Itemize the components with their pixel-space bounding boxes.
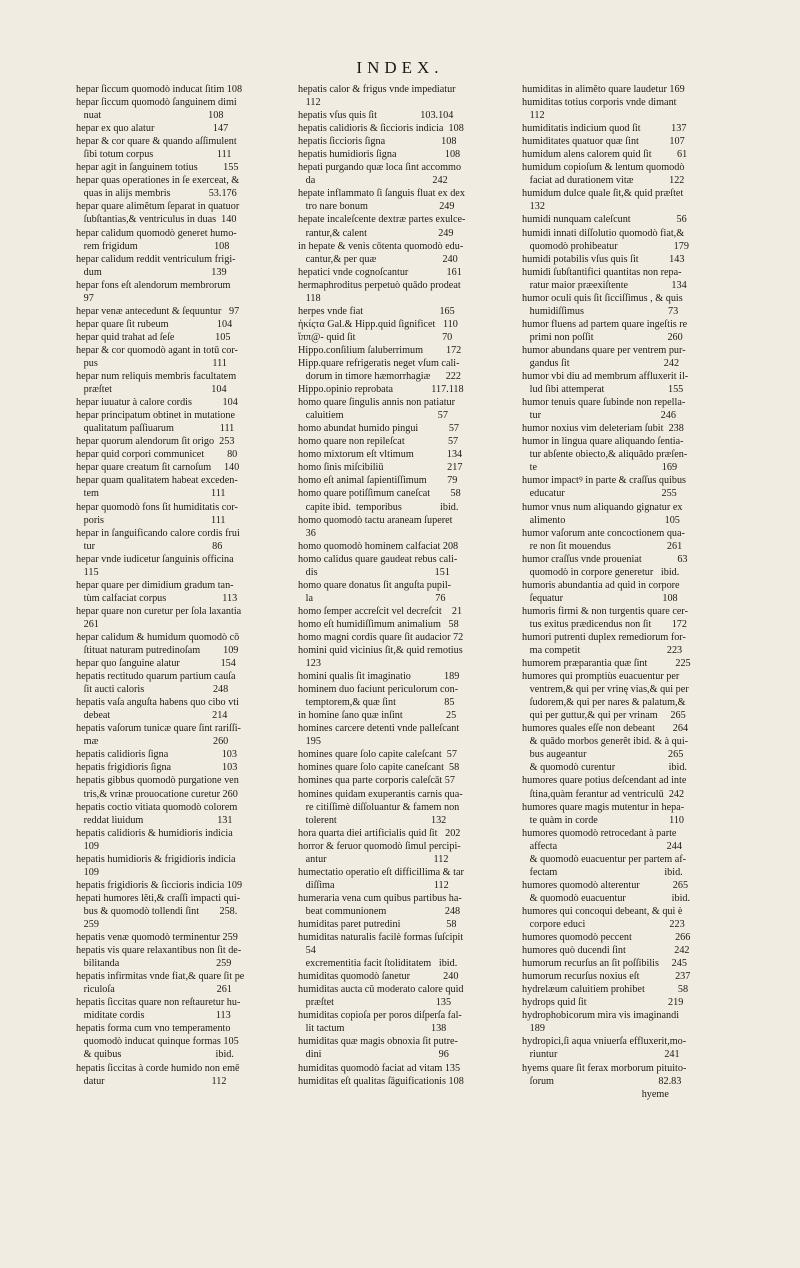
index-entry-line: tus exitus prædicendus non ſit 172 xyxy=(522,618,687,630)
index-entry-line: dorum in timore hæmorrhagiæ 222 xyxy=(298,371,461,383)
index-entry-line: humor oculi quis ſit ſicciſſimus , & quis xyxy=(522,292,683,304)
index-entry-line: bilitanda 259 xyxy=(76,958,232,970)
index-entry-line: hepatis coctio vitiata quomodò colorem xyxy=(76,801,238,813)
index-entry-line: humiditas paret putredini 58 xyxy=(298,919,457,930)
index-entry-line: hepatis calor & frigus vnde impediatur xyxy=(298,84,456,95)
index-entry-line: homo abundat humido pingui 57 xyxy=(298,423,460,435)
index-entry-line: & quādo morbos generĕt ibid. & à qui- xyxy=(522,736,689,748)
index-entry-line: humori putrenti duplex remediorum for- xyxy=(522,631,686,643)
index-entry-line: humor craſſus vnde proueniat 63 xyxy=(522,553,688,565)
index-entry-line: humidum copioſum & lentum quomodò xyxy=(522,162,685,174)
index-entry-line: humor noxius vim deleteriam ſubit 238 xyxy=(522,423,684,435)
index-entry-line: ſtituat naturam putredinoſam 109 xyxy=(76,645,239,657)
index-entry-line: dis 151 xyxy=(298,566,450,578)
index-entry-line: hepatis humidioris & frigidioris indicia xyxy=(76,853,236,865)
index-entry-line: homo ſemper accreſcit vel decreſcit 21 xyxy=(298,605,463,617)
index-entry-line: faciat ad durationem vitæ 122 xyxy=(522,175,685,187)
index-entry-line: humor fluens ad partem quare ingeſtis re xyxy=(522,318,688,330)
index-entry-line: da 242 xyxy=(298,175,448,187)
index-entry-line: 189 xyxy=(522,1023,545,1035)
index-entry-line: mæ 260 xyxy=(76,736,229,748)
index-entry-line: humorum recurſus noxius eſt 237 xyxy=(522,971,691,983)
index-entry-line: ſibi totum corpus 111 xyxy=(76,149,232,161)
index-entry-line: humores quare potius deſcendant ad inte xyxy=(522,775,687,787)
index-entry-line: 195 xyxy=(298,736,321,748)
index-entry-line: 109 xyxy=(76,840,99,852)
index-column-left xyxy=(76,83,298,1088)
index-entry-line: hepar calidum quomodò generet humo- xyxy=(76,227,237,239)
index-entry-line: humiditas aucta cū moderato calore quid xyxy=(298,984,464,996)
index-entry-line: 109 xyxy=(76,866,99,878)
index-entry-line: te 169 xyxy=(522,462,678,474)
index-entry-line: hepatis infirmitas vnde fiat,& quare ſit pe xyxy=(76,971,245,983)
index-entry-line: diſſima 112 xyxy=(298,879,449,891)
index-entry-line: rantur,& calent 249 xyxy=(298,227,454,239)
index-entry-line: homo ſinis miſcibiliū 217 xyxy=(298,462,463,474)
index-entry-line: capite ibid. temporibus ibid. xyxy=(298,501,459,513)
index-entry-line: hepar in ſanguificando calore cordis frui xyxy=(76,527,240,539)
index-entry-line: homo quare donatus ſit anguſta pupil- xyxy=(298,579,452,591)
index-entry-line: ſequatur 108 xyxy=(522,592,678,604)
index-entry-line: hepar vnde iudicetur ſanguinis officina xyxy=(76,553,234,565)
index-entry-line: Hipp.quare refrigeratis neget vſum cali- xyxy=(298,357,460,369)
index-entry-line: humidum alens calorem quid ſit 61 xyxy=(522,149,688,161)
index-entry-line: homo quare ſingulis annis non patiatur xyxy=(298,397,456,409)
index-entry-line: hepar quare creatum ſit carnoſum 140 xyxy=(76,462,240,474)
index-entry-line: humor vbi diu ad membrum affluxerit il- xyxy=(522,371,689,383)
index-entry-line: hepar quo ſanguine alatur 154 xyxy=(76,658,236,670)
index-entry-line: & quomodò euacuentur ibid. xyxy=(522,892,691,904)
index-entry-line: te quàm in corde 110 xyxy=(522,814,685,826)
index-entry-line: humor tenuis quare ſubinde non repella- xyxy=(522,397,686,409)
index-entry-line: & quomodò curentur ibid. xyxy=(522,762,687,774)
index-entry-line: hepar fons eſt alendorum membrorum xyxy=(76,279,231,291)
index-entry-line: humores qui concoqui debeant, & qui è xyxy=(522,905,683,917)
index-entry-line: homines carcere detenti vnde palleſcant xyxy=(298,723,460,735)
index-entry-line: hepatis venæ quomodò terminentur 259 xyxy=(76,932,238,944)
index-entry-line: hepar & cor quare & quando aſſimulent xyxy=(76,136,237,148)
index-column-right xyxy=(522,83,744,1101)
index-entry-line: dum 139 xyxy=(76,266,227,278)
index-entry-line: educatur 255 xyxy=(522,488,677,500)
index-entry-line: hepatis calidioris & humidioris indicia xyxy=(76,827,233,839)
index-entry-line: humectatio operatio eſt difficillima & tar xyxy=(298,866,464,878)
index-entry-line: humores quales eſſe non debeant 264 xyxy=(522,723,689,735)
index-entry-line: humeraria vena cum quibus partibus ha- xyxy=(298,892,462,904)
index-entry-line: hepati purgando quæ loca ſint accommo xyxy=(298,162,462,174)
index-entry-line: hepar quorum alendorum ſit origo 253 xyxy=(76,436,235,448)
index-entry-line: humores quomodò retrocedant à parte xyxy=(522,827,677,839)
index-entry-line: gandus ſit 242 xyxy=(522,357,680,369)
index-entry-line: humoris abundantia ad quid in corpore xyxy=(522,579,680,591)
index-entry-line: hydropici,ſi aqua vniuerſa effluxerit,mo- xyxy=(522,1036,687,1048)
index-entry-line: in homine ſano quæ inſint 25 xyxy=(298,710,457,722)
index-entry-line: 112 xyxy=(522,110,545,122)
index-entry-line: 259 xyxy=(76,919,99,930)
index-entry-line: 97 xyxy=(76,292,94,304)
index-entry-line: hepatis humidioris ſigna 108 xyxy=(298,149,461,161)
index-entry-line: humidiſſimus 73 xyxy=(522,305,679,317)
index-entry-line: ratur maior præexiſtente 134 xyxy=(522,279,687,291)
index-entry-line: hepati humores lĕti,& craſſi impacti qui- xyxy=(76,892,241,904)
index-entry-line: hepar principatum obtinet in mutatione xyxy=(76,410,235,422)
index-entry-line: lit tactum 138 xyxy=(298,1023,447,1035)
index-entry-line: hora quarta diei artificialis quid ſit 202 xyxy=(298,827,461,839)
index-entry-line: ſtina,quàm ferantur ad ventriculū 242 xyxy=(522,788,685,800)
index-entry-line: humores qui promptiùs euacuentur per xyxy=(522,671,680,683)
index-entry-line: affecta 244 xyxy=(522,840,682,852)
index-entry-line: ſorum 82.83 xyxy=(522,1075,682,1087)
index-entry-line: humidi ſubſtantifici quantitas non repa- xyxy=(522,266,682,278)
index-entry-line: ma competit 223 xyxy=(522,645,683,657)
index-entry-line: hepar agit in ſanguinem totius 155 xyxy=(76,162,239,174)
index-entry-line: hyems quare ſit ferax morborum pituito- xyxy=(522,1062,687,1074)
index-entry-line: hepatis ſiccitas quare non reſtauretur hu- xyxy=(76,997,241,1009)
index-entry-line: humiditas in alimĕto quare laudetur 169 xyxy=(522,84,685,95)
index-entry-line: humiditas eſt qualitas ſāguificationis 108 xyxy=(298,1075,464,1087)
index-entry-line: humiditatis indicium quod ſit 137 xyxy=(522,123,687,135)
index-entry-line: ſit aucti caloris 248 xyxy=(76,684,229,696)
index-entry-line: humidi potabilis vſus quis ſit 143 xyxy=(522,253,685,265)
index-entry-line: hermaphroditus perpetuò quādo prodeat xyxy=(298,279,461,291)
index-entry-line: tur 246 xyxy=(522,410,676,422)
index-entry-line: hepar venæ antecedunt & ſequuntur 97 xyxy=(76,305,240,317)
index-entry-line: hepar quare per dimidium gradum tan- xyxy=(76,579,234,591)
index-entry-line: temptorem,& quæ ſint 85 xyxy=(298,697,455,709)
index-entry-line: 118 xyxy=(298,292,321,304)
index-entry-line: ſubſtantias,& ventriculus in duas 140 xyxy=(76,214,237,226)
index-entry-line: humores quare magis mutentur in hepa- xyxy=(522,801,685,813)
index-entry-line: præſtet 104 xyxy=(76,384,227,396)
index-entry-line: nuat 108 xyxy=(76,110,224,122)
index-entry-line: ventrem,& qui per vrinę vias,& qui per xyxy=(522,684,689,696)
index-entry-line: horror & feruor quomodò ſimul percipi- xyxy=(298,840,461,852)
index-entry-line: lud ſibi attemperat 155 xyxy=(522,384,684,396)
index-entry-line: bus & quomodò tollendi ſint 258. xyxy=(76,905,238,917)
index-entry-line: humor abundans quare per ventrem pur- xyxy=(522,344,686,356)
index-entry-line: datur 112 xyxy=(76,1075,227,1087)
index-entry-line: hepar quid trahat ad ſeſe 105 xyxy=(76,331,231,343)
index-entry-line: pus 111 xyxy=(76,357,227,369)
index-entry-line: homines qua parte corporis caleſcāt 57 xyxy=(298,775,455,787)
index-entry-line: la 76 xyxy=(298,592,446,604)
index-entry-line: 112 xyxy=(298,97,321,109)
index-entry-line: homo quare non repileſcat 57 xyxy=(298,436,459,448)
index-entry-line: humores quomodò peccent 266 xyxy=(522,932,691,944)
index-entry-line: humor vnus num aliquando gignatur ex xyxy=(522,501,683,513)
index-entry-line: 132 xyxy=(522,201,545,213)
index-entry-line: homo mixtorum eſt vltimum 134 xyxy=(298,449,463,461)
index-entry-line: homines quidam exuperantis carnis qua- xyxy=(298,788,463,800)
index-entry-line: homini quid vicinius ſit,& quid remotius xyxy=(298,645,463,657)
index-entry-line: & quibus ibid. xyxy=(76,1049,234,1061)
index-entry-line: & quomodò euacuentur per partem af- xyxy=(522,853,687,865)
index-entry-line: riculoſa 261 xyxy=(76,984,232,996)
index-entry-line: 115 xyxy=(76,566,99,578)
index-entry-line: humiditates quatuor quæ ſint 107 xyxy=(522,136,685,148)
index-entry-line: humor impactꝰ in parte & craſſus quibus xyxy=(522,475,687,487)
page-title: INDEX. xyxy=(356,58,444,77)
index-entry-line: hepatici vnde cognoſcantur 161 xyxy=(298,266,462,278)
index-entry-line: Hippo.conſilium ſaluberrimum 172 xyxy=(298,344,462,356)
index-entry-line: 36 xyxy=(298,527,316,539)
index-entry-line: corpore educi 223 xyxy=(522,919,685,930)
index-entry-line: antur 112 xyxy=(298,853,449,865)
index-entry-line: 123 xyxy=(298,658,321,670)
index-entry-line: hepate inflammato ſi ſanguis fluat ex dex xyxy=(298,188,465,200)
index-entry-line: tolerent 132 xyxy=(298,814,447,826)
index-entry-line: tem 111 xyxy=(76,488,226,500)
index-entry-line: miditate cordis 113 xyxy=(76,1010,231,1022)
index-entry-line: Hippo.opinio reprobata 117.118 xyxy=(298,384,464,396)
index-entry-line: primi non poſſit 260 xyxy=(522,331,683,343)
index-entry-line: humorem præparantia quæ ſint 225 xyxy=(522,658,691,670)
index-entry-line: homo magni cordis quare ſit audacior 72 xyxy=(298,631,464,643)
index-entry-line: quas in alijs membris 53.176 xyxy=(76,188,237,200)
index-entry-line: humidi nunquam caleſcunt 56 xyxy=(522,214,687,226)
index-entry-line: hepatis ſiccioris ſigna 108 xyxy=(298,136,457,148)
index-entry-line: homo calidus quare gaudeat rebus cali- xyxy=(298,553,458,565)
index-entry-line: quomodò prohibeatur 179 xyxy=(522,240,689,252)
index-entry-line: hepatis calidioris & ſiccioris indicia 108 xyxy=(298,123,464,135)
index-entry-line: ſudorem,& qui per nares & palatum,& xyxy=(522,697,686,709)
index-entry-line: humores quò ducendi ſint 242 xyxy=(522,945,690,957)
index-entry-line: humiditas quomodò ſanetur 240 xyxy=(298,971,459,983)
index-entry-line: tùm calfaciat corpus 113 xyxy=(76,592,238,604)
index-entry-line: hepar num reliquis membris facultatem xyxy=(76,371,237,383)
index-entry-line: caluitiem 57 xyxy=(298,410,448,422)
index-entry-line: reddat liuidum 131 xyxy=(76,814,233,826)
index-entry-line: hepate incaleſcente dextræ partes exulce- xyxy=(298,214,466,226)
index-entry-line: humiditas naturalis facilè formas ſuſcipit xyxy=(298,932,464,944)
index-entry-line: hepar calidum & humidum quomodò cō xyxy=(76,631,240,643)
index-entry-line: hominem duo faciunt periculorum con- xyxy=(298,684,459,696)
index-entry-line: hepar quam qualitatem habeat exceden- xyxy=(76,475,238,487)
index-entry-line: humorum recurſus an ſit poſſibilis 245 xyxy=(522,958,687,970)
index-entry-line: qui per guttur,& qui per vrinam 265 xyxy=(522,710,686,722)
index-entry-line: humoris firmi & non turgentis quare cer- xyxy=(522,605,688,617)
index-entry-line: humidum dulce quale ſit,& quid præſtet xyxy=(522,188,684,200)
index-entry-line: humiditas copioſa per poros diſperſa fal- xyxy=(298,1010,462,1022)
index-entry-line: tur abſente obiecto,& aliquādo præſen- xyxy=(522,449,688,461)
index-entry-line: cantur,& per quæ 240 xyxy=(298,253,458,265)
index-entry-line: tro nare bonum 249 xyxy=(298,201,455,213)
index-entry-line: hepar quid corpori communicet 80 xyxy=(76,449,238,461)
index-entry-line: homo quomodò tactu araneam ſuperet xyxy=(298,514,453,526)
index-entry-line: hepar calidum reddit ventriculum frigi- xyxy=(76,253,236,265)
index-entry-line: quomodò in corpore generetur ibid. xyxy=(522,566,680,578)
index-entry-line: ἵππ@- quid ſit 70 xyxy=(298,331,453,343)
index-entry-line: bus augeantur 265 xyxy=(522,749,684,761)
index-entry-line: homo eſt humidiſſimum animalium 58 xyxy=(298,618,459,630)
index-entry-line: hepatis frigidioris ſigna 103 xyxy=(76,762,238,774)
index-entry-line: hepatis gibbus quomodò purgatione ven xyxy=(76,775,239,787)
index-entry-line: debeat 214 xyxy=(76,710,228,722)
index-entry-line: in hepate & venis cōtenta quomodò edu- xyxy=(298,240,464,252)
index-entry-line: herpes vnde fiat 165 xyxy=(298,305,455,317)
index-entry-line: hepar iuuatur à calore cordis 104 xyxy=(76,397,238,409)
index-entry-line: hepar quomodò fons ſit humiditatis cor- xyxy=(76,501,238,513)
index-entry-line: hyeme xyxy=(522,1088,669,1100)
index-entry-line: hepatis vaſa anguſta habens quo cibo vti xyxy=(76,697,239,709)
index-entry-line: hydrops quid ſit 219 xyxy=(522,997,684,1009)
index-entry-line: humiditas quomodò faciat ad vitam 135 xyxy=(298,1062,461,1074)
index-entry-line: humor vaſorum ante concoctionem qua- xyxy=(522,527,685,539)
index-entry-line: beat communionem 248 xyxy=(298,905,461,917)
index-entry-line: hydrophobicorum mira vis imaginandi xyxy=(522,1010,680,1022)
index-entry-line: poris 111 xyxy=(76,514,226,526)
index-entry-line: re citiſſimè diſſoluantur & famem non xyxy=(298,801,460,813)
index-entry-line: 54 xyxy=(298,945,316,957)
index-entry-line: hepar ſiccum quomodò inducat ſitim 108 xyxy=(76,84,243,95)
index-entry-line: alimento 105 xyxy=(522,514,680,526)
index-entry-line: homines quare ſolo capite caneſcant 58 xyxy=(298,762,460,774)
index-entry-line: hepar quare alimĕtum ſeparat in quatuor xyxy=(76,201,240,213)
index-entry-line: humidi innati diſſolutio quomodò fiat,& xyxy=(522,227,685,239)
index-entry-line: excrementitia facit ſtoliditatem ibid. xyxy=(298,958,458,970)
index-entry-line: hydrelæum caluitiem prohibet 58 xyxy=(522,984,689,996)
index-entry-line: humores quomodò alterentur 265 xyxy=(522,879,689,891)
index-entry-line: humiditas totius corporis vnde dimant xyxy=(522,97,677,109)
index-entry-line: quomodò inducat quinque formas 105 xyxy=(76,1036,239,1048)
index-entry-line: hepatis vis quare relaxantibus non ſit de- xyxy=(76,945,242,957)
index-entry-line: hepar ſiccum quomodò ſanguinem dimi xyxy=(76,97,237,109)
index-entry-line: humor in lingua quare aliquando ſentia- xyxy=(522,436,684,448)
index-entry-line: hepatis frigidioris & ſiccioris indicia 109 xyxy=(76,879,243,891)
index-entry-line: hepar & cor quomodò agant in totū cor- xyxy=(76,344,238,356)
index-column-middle xyxy=(298,83,520,1088)
index-entry-line: hepatis rectitudo quarum partium cauſa xyxy=(76,671,236,683)
index-entry-line: homines quare ſolo capite caleſcant 57 xyxy=(298,749,457,761)
index-entry-line: fectam ibid. xyxy=(522,866,683,878)
index-entry-line: ἡκίςτα Gal.& Hipp.quid ſignificet 110 xyxy=(298,318,458,330)
index-entry-line: homini qualis ſit imaginatio 189 xyxy=(298,671,460,683)
index-entry-line: riuntur 241 xyxy=(522,1049,680,1061)
index-entry-line: præſtet 135 xyxy=(298,997,452,1009)
index-entry-line: hepar quare ſit rubeum 104 xyxy=(76,318,233,330)
index-entry-line: hepar quare non curetur per ſola laxantia xyxy=(76,605,242,617)
index-entry-line: rem frigidum 108 xyxy=(76,240,230,252)
index-entry-line: hepar ex quo alatur 147 xyxy=(76,123,229,135)
index-entry-line: hepatis calidioris ſigna 103 xyxy=(76,749,237,761)
index-entry-line: tur 86 xyxy=(76,540,223,552)
index-entry-line: 261 xyxy=(76,618,99,630)
index-entry-line: homo eſt animal ſapientiſſimum 79 xyxy=(298,475,458,487)
index-entry-line: hepar quas operationes in ſe exerceat, & xyxy=(76,175,240,187)
index-entry-line: qualitatum paſſiuarum 111 xyxy=(76,423,235,435)
index-entry-line: dini 96 xyxy=(298,1049,449,1061)
index-entry-line: homo quare potiſſimum caneſcat 58 xyxy=(298,488,461,500)
index-entry-line: hepatis ſiccitas à corde humido non emē xyxy=(76,1062,240,1074)
index-entry-line: homo quomodò hominem calfaciat 208 xyxy=(298,540,459,552)
index-entry-line: re non ſit mouendus 261 xyxy=(522,540,683,552)
index-entry-line: tris,& vrinæ prouocatione curetur 260 xyxy=(76,788,238,800)
index-entry-line: hepatis vſus quis ſit 103.104 xyxy=(298,110,454,122)
index-entry-line: humiditas quæ magis obnoxia ſit putre- xyxy=(298,1036,458,1048)
index-entry-line: hepatis forma cum vno temperamento xyxy=(76,1023,231,1035)
index-entry-line: hepatis vaſorum tunicæ quare ſint rariſſi- xyxy=(76,723,241,735)
